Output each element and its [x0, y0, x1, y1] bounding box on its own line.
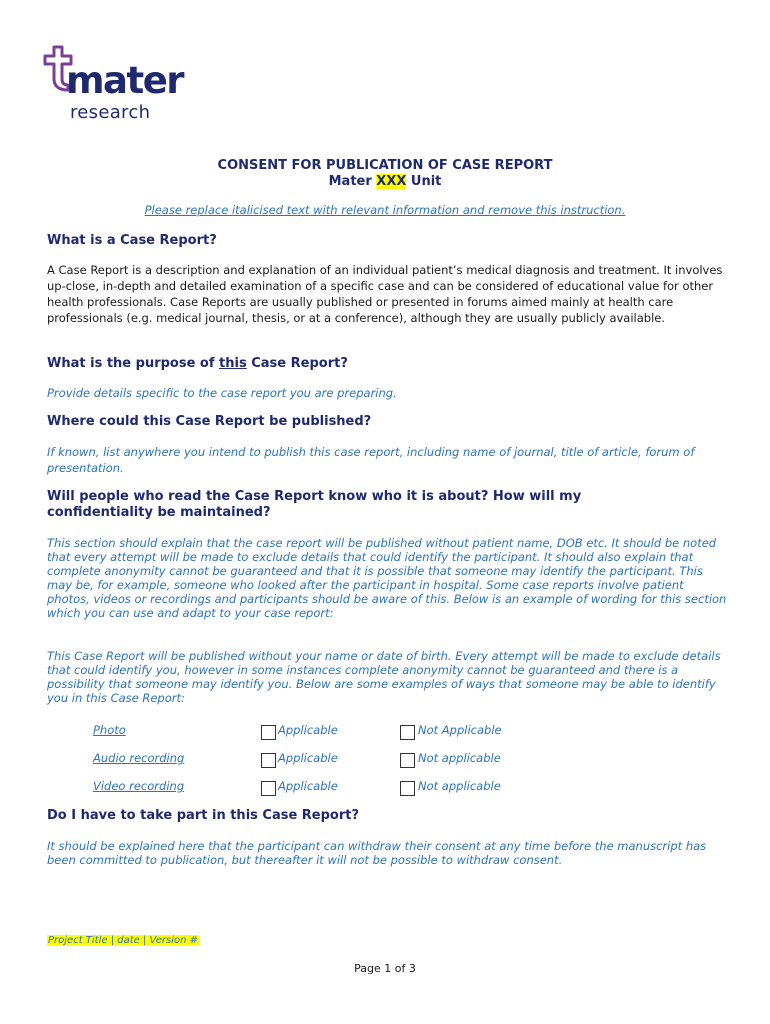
option-label: Photo [93, 723, 126, 737]
heading-purpose-underlined: this [219, 356, 247, 371]
footer-project-tag: Project Title | date | Version # [48, 935, 199, 946]
title-line-1: CONSENT FOR PUBLICATION OF CASE REPORT [217, 158, 553, 173]
logo-wordmark: mater [66, 59, 184, 102]
not-applicable-label: Not Applicable [418, 723, 502, 737]
instruction-note: Please replace italicised text with relevant information and remove this instruction. [144, 203, 626, 217]
title-unit-suffix: Unit [406, 174, 442, 189]
logo-subtitle: research [70, 102, 151, 123]
title-line-2 [0, 174, 770, 190]
title-unit-prefix: Mater [328, 174, 377, 189]
heading-purpose-prefix: What is the purpose of [47, 356, 220, 371]
option-row-video [93, 779, 733, 797]
option-row-photo [93, 723, 733, 741]
applicable-label: Applicable [278, 779, 338, 793]
heading-where: Where could this Case Report be published? [47, 414, 372, 429]
heading-purpose-suffix: Case Report? [246, 356, 348, 371]
heading-what-is: What is a Case Report? [47, 233, 217, 248]
heading-take-part: Do I have to take part in this Case Report? [47, 808, 360, 823]
not-applicable-label: Not applicable [418, 779, 501, 793]
not-applicable-checkbox[interactable] [400, 781, 415, 796]
heading-confidentiality: Will people who read the Case Report know who it is about? How will my confidentiality be maintained? [47, 489, 582, 520]
body-confidentiality-1: This section should explain that the case report will be published without patient name, DOB etc. It should be noted that every attempt will be made to exclude details that could identify the participant. It should also explain that complete anonymity cannot be guaranteed and that it is possible that someone may identify the participant. This may be, for example, someone who looked after the participant in hospital. Some case reports involve patient photos, videos or recordings and participants should be aware of this. Below is an example of wording for this section which you can use and adapt to your case report: [47, 536, 727, 620]
applicable-checkbox[interactable] [261, 753, 276, 768]
not-applicable-checkbox[interactable] [400, 753, 415, 768]
mater-research-logo [40, 44, 240, 128]
body-what-is: A Case Report is a description and explanation of an individual patient’s medical diagnosis and treatment. It involves up-close, in-depth and detailed examination of a specific case and can be considered of educational value for other health professionals. Case Reports are usually published or presented in forums aimed mainly at health care professionals (e.g. medical journal, thesis, or at a conference), although they are usually publicly available. [47, 263, 723, 325]
not-applicable-checkbox[interactable] [400, 725, 415, 740]
applicable-label: Applicable [278, 751, 338, 765]
option-row-audio [93, 751, 733, 769]
applicable-checkbox[interactable] [261, 781, 276, 796]
applicable-checkbox[interactable] [261, 725, 276, 740]
body-where: If known, list anywhere you intend to publish this case report, including name of journal, title of article, forum of presentation. [47, 445, 695, 475]
body-confidentiality-2: This Case Report will be published without your name or date of birth. Every attempt will be made to exclude details that could identify you, however in some instances complete anonymity cannot be guaranteed and there is a possibility that someone may identify you. Below are some examples of ways that someone may be able to identify you in this Case Report: [47, 649, 721, 705]
applicable-label: Applicable [278, 723, 338, 737]
title-unit-placeholder: XXX [376, 174, 407, 189]
page-number: Page 1 of 3 [354, 962, 416, 975]
not-applicable-label: Not applicable [418, 751, 501, 765]
heading-purpose [47, 356, 727, 372]
body-purpose: Provide details specific to the case report you are preparing. [47, 386, 397, 400]
option-label: Video recording [93, 779, 185, 793]
option-label: Audio recording [93, 751, 185, 765]
body-take-part: It should be explained here that the participant can withdraw their consent at any time before the manuscript has been committed to publication, but thereafter it will not be possible to withdraw consent. [47, 839, 707, 867]
document-title [0, 158, 770, 190]
